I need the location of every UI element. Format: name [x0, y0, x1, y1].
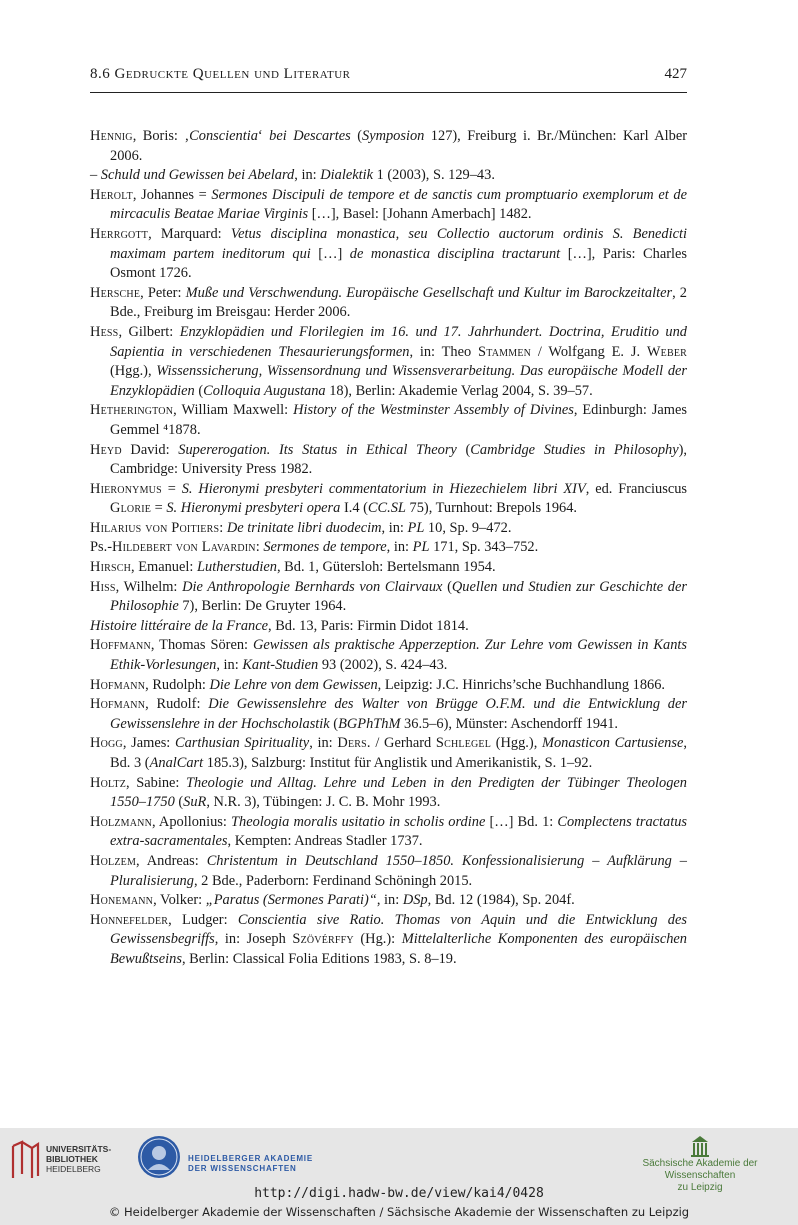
entry-text: , Edinburgh: James Gemmel ⁴1878. — [110, 402, 687, 438]
author-name: Hirsch — [90, 559, 132, 576]
title-text: Mittelalterliche Komponenten des europäischen Bewußtseins — [110, 931, 687, 967]
title-text: Theologia moralis usitatio in scholis ordine — [231, 813, 486, 830]
entry-text: , Kempten: Andreas Stadler 1737. — [227, 833, 423, 850]
title-text: „Paratus (Sermones Parati)“ — [205, 892, 377, 909]
title-text: PL — [412, 539, 430, 556]
author-name: Hiss — [90, 578, 116, 595]
entry-text: , Johannes = — [132, 186, 212, 203]
entry-text: ), Cambridge: University Press 1982. — [110, 441, 687, 478]
entry-text: , Emanuel: — [131, 559, 197, 576]
entry-text: 171, Sp. 343–752. — [429, 539, 539, 556]
ub-logo-icon — [10, 1140, 40, 1180]
entry-text: : — [255, 539, 264, 556]
entry-text: 7), Berlin: De Gruyter 1964. — [178, 598, 347, 615]
entry-text: , Sabine: — [126, 774, 187, 791]
title-text: bei Descartes — [269, 128, 351, 144]
entry-text: I.4 ( — [340, 500, 368, 517]
title-text: Colloquia Augustana — [203, 382, 326, 399]
author-name: Holzmann — [90, 813, 152, 830]
author-name: Schlegel — [435, 735, 492, 752]
title-text: Schuld und Gewissen bei Abelard — [100, 167, 295, 184]
author-name: Honnefelder — [90, 911, 169, 928]
author-name: Hogg — [90, 735, 123, 752]
entry-text: , Leipzig: J.C. Hinrichs’sche Buchhandlung 1866. — [377, 676, 666, 693]
entry-text: , in: — [376, 892, 403, 909]
title-text: CC.SL — [367, 500, 406, 517]
running-header — [90, 64, 687, 93]
hadw-logo-line: HEIDELBERGER AKADEMIE — [188, 1154, 313, 1163]
entry-text: , Rudolph: — [145, 676, 210, 693]
entry-text: […] — [310, 245, 350, 262]
author-name: Hoffmann — [90, 637, 151, 654]
entry-text: , in: — [294, 167, 321, 184]
title-text: de monastica disciplina tractarunt — [349, 245, 561, 262]
saw-building-icon — [690, 1134, 710, 1158]
bibliography-entry — [90, 695, 687, 734]
bibliography-entry — [90, 891, 687, 911]
author-name: Hess — [90, 323, 119, 340]
title-text: Vetus disciplina monastica, seu Collectio auctorum ordinis S. Benedicti maximam partem ineditorum qui — [110, 225, 687, 262]
entry-text: , 2 Bde., Freiburg im Breisgau: Herder 2006. — [110, 284, 687, 321]
title-text: BGPhThM — [338, 715, 401, 732]
entry-text: : — [219, 519, 227, 536]
entry-text: , William Maxwell: — [173, 402, 294, 419]
entry-text: (Hgg.), — [110, 363, 157, 380]
entry-text: (Hg.): — [353, 931, 402, 948]
author-name: Herolt — [90, 186, 133, 203]
title-text: Dialektik — [320, 167, 373, 184]
title-text: Complectens tractatus extra-sacramentales — [110, 813, 688, 850]
entry-text: , N.R. 3), Tübingen: J. C. B. Mohr 1993. — [206, 794, 441, 811]
author-name: Hennig — [90, 128, 133, 144]
entry-text: , Apollonius: — [152, 813, 232, 830]
title-text: PL — [407, 519, 425, 536]
author-name: Ders. — [337, 735, 371, 752]
entry-text: ( — [350, 128, 362, 144]
entry-text: ( — [174, 794, 184, 811]
entry-text: 18), Berlin: Akademie Verlag 2004, S. 39–57. — [325, 382, 593, 399]
title-text: AnalCart — [149, 755, 204, 771]
title-text: History of the Westminster Assembly of Divines — [293, 402, 574, 419]
entry-text: / Wolfgang E. J. — [531, 343, 647, 360]
entry-text: , Thomas Sören: — [150, 637, 253, 654]
entry-text: , 2 Bde., Paderborn: Ferdinand Schöningh 2015. — [193, 872, 473, 889]
saw-logo-line: zu Leipzig — [677, 1182, 723, 1193]
author-name: Holzem — [90, 852, 137, 869]
copyright-notice: © Heidelberger Akademie der Wissenschaften / Sächsische Akademie der Wissenschaften zu Leipzig — [108, 1205, 690, 1219]
entry-text: 127), Freiburg i. Br./München: Karl Alber 2006. — [110, 128, 687, 164]
entry-text: ( — [442, 578, 452, 595]
title-text: S. Hieronymi presbyteri commentatorium in Hiezechielem libri XIV — [181, 480, 586, 497]
title-text: De trinitate libri duodecim — [226, 519, 382, 536]
bibliography-entry — [90, 774, 687, 813]
entry-text: , in: — [381, 519, 408, 536]
entry-text: , Andreas: — [136, 852, 207, 869]
entry-text: , Bd. 13, Paris: Firmin Didot 1814. — [268, 617, 469, 634]
entry-text: , in: — [386, 539, 413, 556]
entry-text: […], Basel: [Johann Amerbach] 1482. — [308, 206, 532, 223]
entry-text: , Gilbert: — [118, 323, 180, 340]
entry-text: = — [161, 480, 182, 497]
entry-text: (Hgg.), — [491, 735, 542, 752]
hadw-logo-line: DER WISSENSCHAFTEN — [188, 1164, 297, 1173]
title-text: S. Hieronymi presbyteri opera — [166, 500, 341, 517]
bibliography-entry — [90, 519, 687, 539]
entry-text: , Berlin: Classical Folia Editions 1983, S. 8–19. — [181, 950, 457, 967]
author-name: Hieronymus — [90, 480, 162, 497]
author-name: Hersche — [90, 284, 141, 301]
title-text: Supererogation. Its Status in Ethical Theory — [178, 441, 457, 458]
title-text: Wissenssicherung, Wissensordnung und Wissensverarbeitung. Das europäische Modell der Enzyklopädien — [110, 363, 687, 399]
title-text: Carthusian Spirituality — [174, 735, 310, 752]
author-name: Stammen — [478, 343, 532, 360]
title-text: Theologie und Alltag. Lehre und Leben in den Predigten der Tübinger Theologen 1550–1750 — [110, 774, 687, 811]
entry-text: , James: — [122, 735, 175, 752]
title-text: DSp — [402, 892, 428, 909]
bibliography-entry — [90, 166, 687, 186]
bibliography-entry — [90, 852, 687, 891]
title-text: Enzyklopädien und Florilegien im 16. und 17. Jahrhundert. Doctrina, Eruditio und Sapientia in verschiedenen Thesaurierungsformen — [110, 323, 687, 360]
title-text: Quellen und Studien zur Geschichte der Philosophie — [110, 578, 687, 615]
permalink-url[interactable]: http://digi.hadw-bw.de/view/kai4/0428 — [254, 1186, 544, 1201]
entry-text: , in: Theo — [409, 343, 478, 360]
bibliography-entry — [90, 225, 687, 284]
author-name: Weber — [646, 343, 687, 360]
bibliography-entry — [90, 911, 687, 970]
saw-logo-line: Sächsische Akademie der Wissenschaften — [642, 1158, 758, 1181]
entry-text: […] Bd. 1: — [485, 813, 558, 830]
title-text: Histoire littéraire de la France — [90, 617, 268, 634]
ub-logo-line: HEIDELBERG — [46, 1164, 101, 1174]
title-text: Sermones de tempore — [263, 539, 387, 556]
title-text: Conscientia — [189, 128, 258, 144]
bibliography-entry — [90, 734, 687, 773]
entry-text: 185.3), Salzburg: Institut für Anglistik und Amerikanistik, S. 1–92. — [203, 755, 593, 771]
entry-text: , Bd. 12 (1984), Sp. 204f. — [427, 892, 575, 909]
entry-text: 1 (2003), S. 129–43. — [373, 167, 495, 184]
bibliography-entry — [90, 401, 687, 440]
author-name: Holtz — [90, 774, 127, 791]
entry-text: , in: Joseph — [214, 931, 293, 948]
entry-text: 10, Sp. 9–472. — [424, 519, 512, 536]
author-name: Szövérffy — [292, 931, 354, 948]
entry-text: , in: — [216, 657, 243, 674]
entry-text: David: — [121, 441, 179, 458]
ub-logo-line: BIBLIOTHEK — [46, 1154, 98, 1164]
title-text: Die Gewissenslehre des Walter von Brügge O.F.M. und die Entwicklung der Gewissenslehre in der Hochscholastik — [110, 696, 687, 732]
title-text: Lutherstudien — [197, 559, 277, 576]
title-text: Monasticon Cartusiense — [541, 735, 684, 752]
entry-text: = — [151, 500, 167, 517]
entry-text: ‘ — [257, 128, 270, 144]
author-name: Hofmann — [90, 676, 146, 693]
page-number: 427 — [664, 66, 687, 82]
entry-text: , Marquard: — [148, 225, 231, 242]
author-name: Heyd — [90, 441, 122, 458]
title-text: Christentum in Deutschland 1550–1850. Konfessionalisierung – Aufklärung – Pluralisierung — [110, 852, 687, 889]
author-name: Hofmann — [90, 696, 146, 713]
bibliography-entry — [90, 617, 687, 637]
entry-text: , Peter: — [140, 284, 186, 301]
entry-text: Ps.- — [90, 539, 112, 556]
bibliography-entry — [90, 538, 687, 558]
entry-text: 93 (2002), S. 424–43. — [318, 657, 448, 674]
entry-text: , Rudolf: — [145, 696, 209, 713]
entry-text: […], Paris: Charles Osmont 1726. — [110, 245, 688, 282]
entry-text: , Boris: ‚ — [132, 128, 190, 144]
title-text: Symposion — [362, 128, 425, 144]
title-text: SuR — [183, 794, 207, 811]
bibliography-entry — [90, 186, 687, 225]
bibliography-entry — [90, 441, 687, 480]
entry-text: , Bd. 3 ( — [110, 735, 687, 771]
entry-text: ( — [194, 382, 204, 399]
entry-text: ( — [456, 441, 471, 458]
entry-text: , Volker: — [153, 892, 206, 909]
title-text: Gewissen als praktische Apperzeption. Zur Lehre vom Gewissen in Kants Ethik-Vorlesungen — [110, 637, 687, 674]
ub-heidelberg-logo[interactable] — [10, 1138, 120, 1184]
title-text: Muße und Verschwendung. Europäische Gesellschaft und Kultur im Barockzeitalter — [185, 284, 673, 301]
bibliography-entry — [90, 558, 687, 578]
author-name: Honemann — [90, 892, 154, 909]
saw-leipzig-logo[interactable] — [610, 1134, 790, 1194]
entry-text: , Wilhelm: — [115, 578, 183, 595]
entry-text: , Ludger: — [168, 911, 238, 928]
hadw-seal-icon — [138, 1136, 180, 1178]
entry-text: – — [90, 167, 101, 184]
bibliography-entry — [90, 578, 687, 617]
author-name: Hilarius von Poitiers — [90, 519, 220, 536]
title-text: Die Anthropologie Bernhards von Clairvaux — [182, 578, 443, 595]
entry-text: , Bd. 1, Gütersloh: Bertelsmann 1954. — [276, 559, 496, 576]
author-name: Hetherington — [90, 402, 174, 419]
title-text: Kant-Studien — [242, 657, 319, 674]
title-text: Die Lehre von dem Gewissen — [209, 676, 378, 693]
title-text: Conscientia sive Ratio. Thomas von Aquin und die Entwicklung des Gewissensbegriffs — [110, 911, 687, 948]
ub-logo-line: UNIVERSITÄTS- — [46, 1144, 112, 1154]
title-text: Sermones Discipuli de tempore et de sanctis cum promptuario exemplorum et de mircaculis Beatae Mariae Virginis — [110, 186, 687, 223]
author-name: Hildebert von Lavardin — [112, 539, 256, 556]
bibliography-entry — [90, 636, 687, 675]
entry-text: , ed. Franciuscus — [585, 480, 687, 497]
title-text: Cambridge Studies in Philosophy — [470, 441, 679, 458]
bibliography-entry — [90, 813, 687, 852]
entry-text: / Gerhard — [370, 735, 436, 752]
author-name: Glorie — [110, 500, 152, 517]
entry-text: ( — [329, 715, 339, 732]
hadw-logo[interactable] — [138, 1136, 338, 1182]
entry-text: 75), Turnhout: Brepols 1964. — [405, 500, 578, 517]
entry-text: , in: — [309, 735, 338, 752]
bibliography-entry — [90, 480, 687, 519]
section-title: 8.6 Gedruckte Quellen und Literatur — [90, 66, 351, 82]
bibliography-list — [90, 127, 687, 970]
bibliography-entry — [90, 127, 687, 166]
bibliography-entry — [90, 284, 687, 323]
bibliography-entry — [90, 676, 687, 696]
entry-text: 36.5–6), Münster: Aschendorff 1941. — [400, 715, 619, 732]
author-name: Herrgott — [90, 225, 149, 242]
bibliography-entry — [90, 323, 687, 401]
